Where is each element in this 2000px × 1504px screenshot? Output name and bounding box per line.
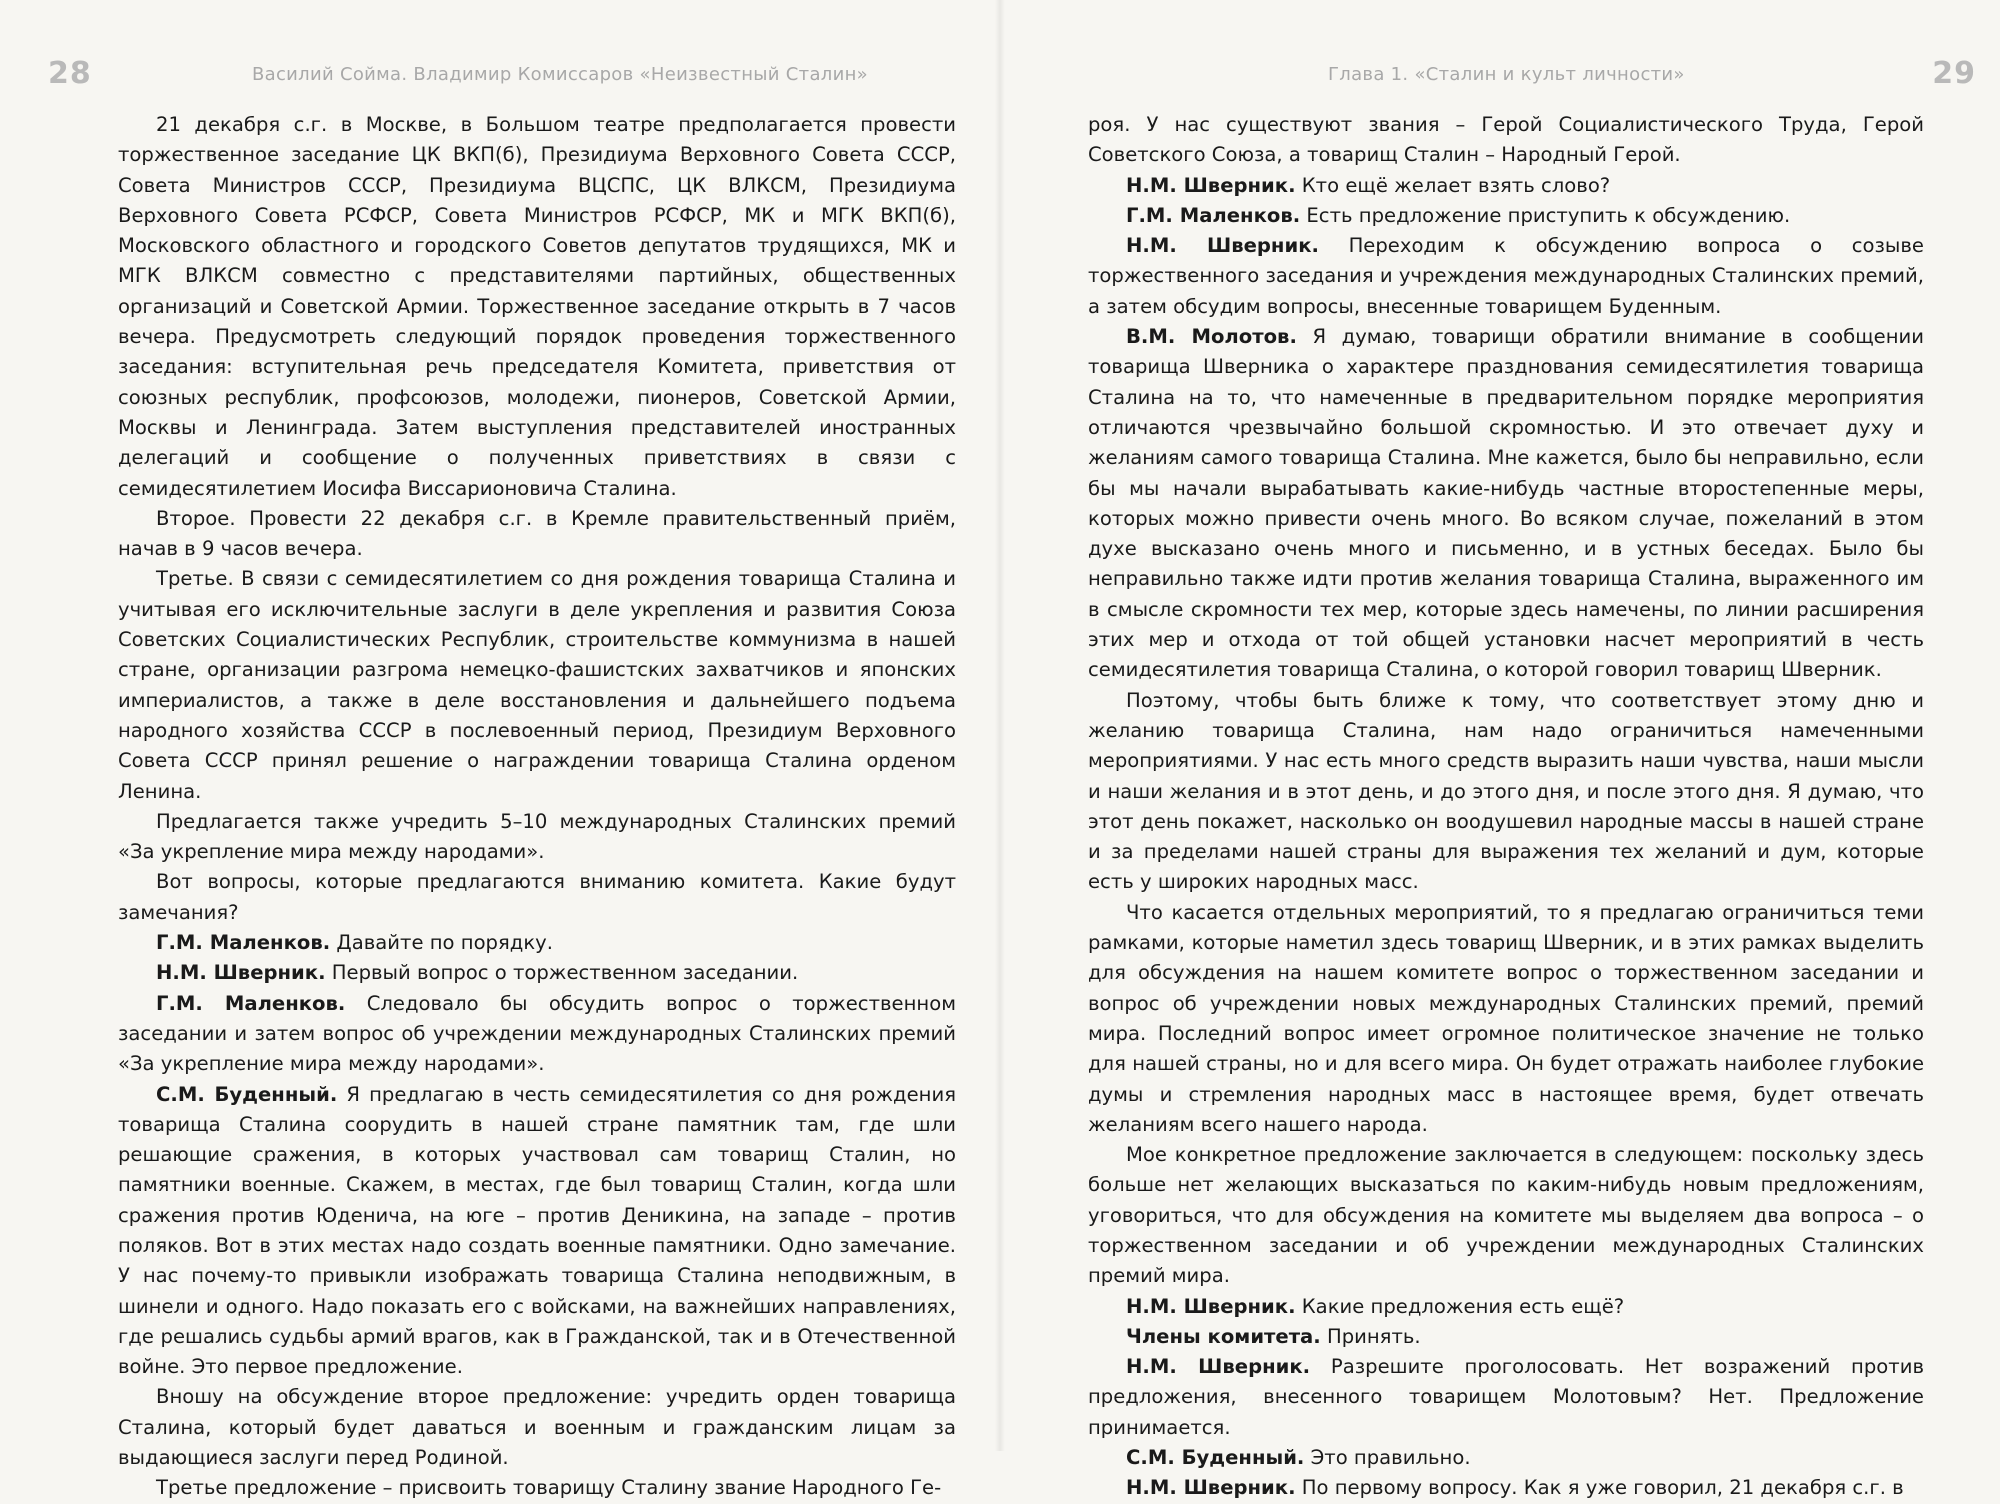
speaker-name: Члены комитета. (1126, 1324, 1321, 1348)
paragraph-text: Мое конкретное предложение заключается в следующем: поскольку здесь больше нет желающих высказаться по каким-нибудь новым предложениям, уговориться, что для обсуждения на комитете мы выделяем два вопроса – о торжественном заседании и об учреждении международных Сталинских премий мира. (1088, 1143, 1924, 1288)
paragraph-text: Давайте по порядку. (330, 931, 553, 955)
paragraph-text: Третье. В связи с семидесятилетием со дня рождения товарища Сталина и учитывая его исключительные заслуги в деле укрепления и развития Союза Советских Социалистических Республик, строительстве коммунизма в нашей стране, организации разгрома немецко-фашистских захватчиков и японских империалистов, а также в деле восстановления и дальнейшего подъема народного хозяйства СССР в послевоенный период, Президиум Верховного Совета СССР принял решение о награждении товарища Сталина орденом Ленина. (118, 567, 956, 803)
paragraph (1088, 1140, 1924, 1291)
paragraph (1088, 898, 1924, 1140)
paragraph-text: Вот вопросы, которые предлагаются вниманию комитета. Какие будут замечания? (118, 870, 956, 924)
paragraph-text: Следовало бы обсудить вопрос о торжественном заседании и затем вопрос об учреждении международных Сталинских премий «За укрепление мира между народами». (118, 991, 956, 1076)
paragraph (1088, 201, 1924, 231)
speaker-name: Н.М. Шверник. (1126, 1476, 1296, 1500)
paragraph (1088, 231, 1924, 322)
paragraph-text: Я предлагаю в честь семидесятилетия со дня рождения товарища Сталина соорудить в нашей стране памятник там, где шли решающие сражения, в которых участвовал сам товарищ Сталин, но памятники военные. Скажем, в местах, где был товарищ Сталин, когда шли сражения против Юденича, на юге – против Деникина, на западе – против поляков. Вот в этих местах надо создать военные памятники. Одно замечание. У нас почему-то привыкли изображать товарища Сталина неподвижным, в шинели и одного. Надо показать его с войсками, на важнейших направлениях, где решались судьбы армий врагов, как в Гражданской, так и в Отечественной войне. Это первое предложение. (118, 1082, 956, 1379)
speaker-name: В.М. Молотов. (1126, 325, 1297, 349)
paragraph-text: Это правильно. (1304, 1446, 1471, 1470)
paragraph (1088, 1292, 1924, 1322)
paragraph-text: Кто ещё желает взять слово? (1295, 173, 1611, 197)
speaker-name: Г.М. Маленков. (1126, 203, 1301, 227)
speaker-name: Н.М. Шверник. (1126, 1294, 1296, 1318)
paragraph (118, 110, 956, 504)
paragraph-text: По первому вопросу. Как я уже говорил, 21 декабря с.г. в (1295, 1476, 1904, 1500)
paragraph-text: Какие предложения есть ещё? (1295, 1294, 1625, 1318)
speaker-name: С.М. Буденный. (156, 1082, 338, 1106)
paragraph (1088, 1322, 1924, 1352)
paragraph (1088, 322, 1924, 686)
paragraph (118, 1473, 956, 1503)
paragraph-text: Переходим к обсуждению вопроса о созыве торжественного заседания и учреждения международных Сталинских премий, а затем обсудим вопросы, внесенные товарищем Буденным. (1088, 234, 1924, 318)
speaker-name: С.М. Буденный. (1126, 1446, 1305, 1470)
paragraph (118, 504, 956, 565)
paragraph (1088, 1443, 1924, 1473)
speaker-name: Н.М. Шверник. (1126, 1355, 1311, 1379)
paragraph-text: Первый вопрос о торжественном заседании. (325, 961, 799, 985)
speaker-name: Г.М. Маленков. (156, 931, 331, 955)
paragraph-text: Второе. Провести 22 декабря с.г. в Кремле правительственный приём, начав в 9 часов вечера. (118, 506, 956, 561)
speaker-name: Н.М. Шверник. (1126, 234, 1319, 258)
paragraph-text: Предлагается также учредить 5–10 международных Сталинских премий «За укрепление мира между народами». (118, 809, 956, 864)
page-body (1088, 110, 1924, 1504)
paragraph-text: Вношу на обсуждение второе предложение: учредить орден товарища Сталина, который будет даваться и военным и гражданским лицам за выдающиеся заслуги перед Родиной. (118, 1385, 956, 1470)
paragraph (118, 1080, 956, 1383)
speaker-name: Н.М. Шверник. (1126, 173, 1296, 197)
paragraph (1088, 171, 1924, 201)
paragraph (1088, 1473, 1924, 1503)
speaker-name: Г.М. Маленков. (156, 991, 346, 1015)
paragraph (1088, 686, 1924, 898)
paragraph (118, 867, 956, 928)
paragraph-text: Я думаю, товарищи обратили внимание в сообщении товарища Шверника о характере празднования семидесятилетия товарища Сталина на то, что намеченные в предварительном порядке мероприятия отличаются чрезвычайно большой скромностью. И это отвечает духу и желаниям самого товарища Сталина. Мне кажется, было бы неправильно, если бы мы начали вырабатывать какие-нибудь частные второстепенные меры, которых можно привести очень много. Во всяком случае, пожеланий в этом духе высказано очень много и письменно, и в устных беседах. Было бы неправильно также идти против желания товарища Сталина, выраженного им в смысле скромности тех мер, которые здесь намечены, по линии расширения этих мер и отхода от той общей установки насчет мероприятий в честь семидесятилетия товарища Сталина, о которой говорил товарищ Шверник. (1088, 325, 1924, 682)
right-page (1000, 0, 2000, 1500)
running-header: Глава 1. «Сталин и культ личности» (1328, 64, 1685, 85)
paragraph-text: Принять. (1320, 1324, 1421, 1348)
paragraph (1088, 110, 1924, 171)
paragraph (118, 958, 956, 988)
page-number: 29 (1932, 56, 1976, 91)
speaker-name: Н.М. Шверник. (156, 961, 326, 985)
paragraph-text: Что касается отдельных мероприятий, то я предлагаю ограничиться теми рамками, которые наметил здесь товарищ Шверник, и в этих рамках выделить для обсуждения на нашем комитете вопрос о торжественном заседании и вопрос об учреждении новых международных Сталинских премий, премий мира. Последний вопрос имеет огромное политическое значение не только для нашей страны, но и для всего мира. Он будет отражать наиболее глубокие думы и стремления народных масс в настоящее время, будет отвечать желаниям всего нашего народа. (1088, 900, 1924, 1136)
paragraph (118, 1382, 956, 1473)
paragraph (118, 564, 956, 806)
paragraph-text: Поэтому, чтобы быть ближе к тому, что соответствует этому дню и желанию товарища Сталина, нам надо ограничиться намеченными мероприятиями. У нас есть много средств выразить наши чувства, наши мысли и наши желания и в этот день, и до этого дня, и после этого дня. Я думаю, что этот день покажет, насколько он воодушевил народные массы в нашей стране и за пределами нашей страны для выражения тех желаний и дум, которые есть у широких народных масс. (1088, 688, 1924, 894)
paragraph-text: 21 декабря с.г. в Москве, в Большом театре предполагается провести торжественное заседание ЦК ВКП(б), Президиума Верховного Совета СССР, Совета Министров СССР, Президиума ВЦСПС, ЦК ВЛКСМ, Президиума Верховного Совета РСФСР, Совета Министров РСФСР, МК и МГК ВКП(б), Московского областного и городского Советов депутатов трудящихся, МК и МГК ВЛКСМ совместно с представителями партийных, общественных организаций и Советской Армии. Торжественное заседание открыть в 7 часов вечера. Предусмотреть следующий порядок проведения торжественного заседания: вступительная речь председателя Комитета, приветствия от союзных республик, профсоюзов, молодежи, пионеров, Советской Армии, Москвы и Ленинграда. Затем выступления представителей иностранных делегаций и сообщение о полученных приветствиях в связи с семидесятилетием Иосифа Виссарионовича Сталина. (118, 113, 956, 500)
paragraph (118, 807, 956, 868)
paragraph-text: Третье предложение – присвоить товарищу Сталину звание Народного Ге- (156, 1476, 942, 1500)
page-body (118, 110, 956, 1504)
page-number: 28 (48, 56, 92, 91)
paragraph-text: Разрешите проголосовать. Нет возражений против предложения, внесенного товарищем Молотовым? Нет. Предложение принимается. (1088, 1355, 1924, 1439)
paragraph (118, 928, 956, 958)
running-header: Василий Сойма. Владимир Комиссаров «Неизвестный Сталин» (252, 64, 868, 85)
paragraph (1088, 1352, 1924, 1443)
paragraph-text: роя. У нас существуют звания – Герой Социалистического Труда, Герой Советского Союза, а товарищ Сталин – Народный Герой. (1088, 113, 1924, 167)
paragraph (118, 989, 956, 1080)
paragraph-text: Есть предложение приступить к обсуждению. (1300, 203, 1791, 227)
left-page (0, 0, 1000, 1500)
